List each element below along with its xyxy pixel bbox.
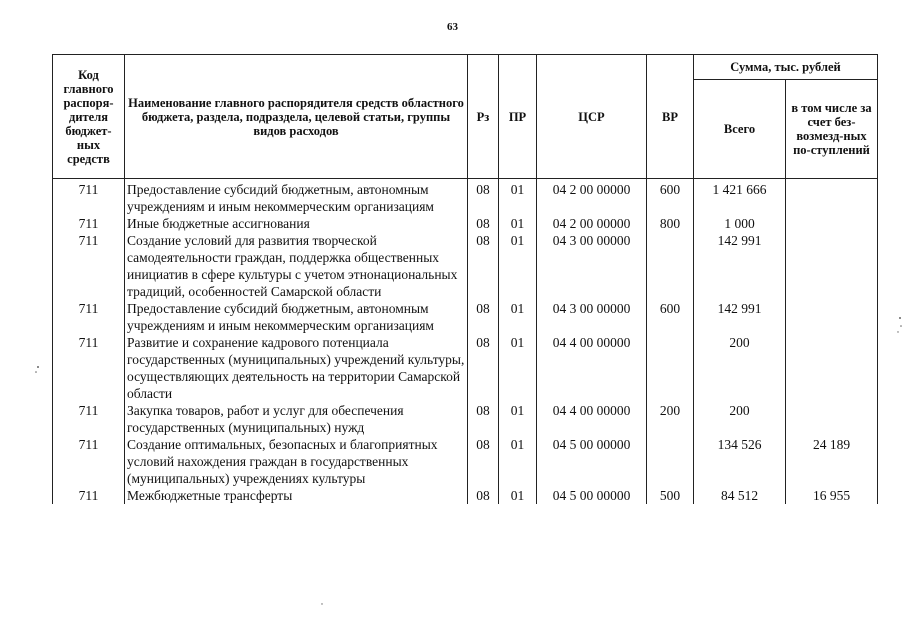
cell-code: 711 <box>53 300 125 334</box>
table-row <box>53 436 878 487</box>
cell-extra: 24 189 <box>786 436 878 487</box>
cell-vr <box>647 334 694 402</box>
cell-csr: 04 5 00 00000 <box>537 487 647 504</box>
cell-vr <box>647 232 694 300</box>
cell-rz: 08 <box>468 487 499 504</box>
cell-total: 200 <box>694 334 786 402</box>
cell-name: Предоставление субсидий бюджетным, автономным учреждениям и иным некоммерческим организациям <box>125 179 468 216</box>
cell-code: 711 <box>53 402 125 436</box>
header-total: Всего <box>694 80 786 179</box>
cell-rz: 08 <box>468 179 499 216</box>
table-body <box>53 179 878 505</box>
cell-vr <box>647 436 694 487</box>
cell-extra: 16 955 <box>786 487 878 504</box>
cell-pr: 01 <box>499 232 537 300</box>
cell-pr: 01 <box>499 436 537 487</box>
scan-speck <box>899 317 901 319</box>
cell-vr: 200 <box>647 402 694 436</box>
cell-vr: 600 <box>647 179 694 216</box>
cell-rz: 08 <box>468 334 499 402</box>
cell-name: Создание условий для развития творческой самодеятельности граждан, поддержка общественных инициатив в сфере культуры с учетом этнонациональных традиций, особенностей Самарской области <box>125 232 468 300</box>
cell-pr: 01 <box>499 402 537 436</box>
cell-vr: 800 <box>647 215 694 232</box>
header-code: Код главного распоря-дителя бюджет-ных средств <box>53 55 125 179</box>
cell-csr: 04 4 00 00000 <box>537 402 647 436</box>
cell-extra <box>786 402 878 436</box>
cell-extra <box>786 179 878 216</box>
cell-pr: 01 <box>499 334 537 402</box>
scan-speck <box>321 603 322 604</box>
scan-speck <box>37 366 39 368</box>
cell-csr: 04 2 00 00000 <box>537 179 647 216</box>
header-name: Наименование главного распорядителя средств областного бюджета, раздела, подраздела, целевой статьи, группы видов расходов <box>125 55 468 179</box>
cell-code: 711 <box>53 436 125 487</box>
cell-pr: 01 <box>499 215 537 232</box>
cell-code: 711 <box>53 179 125 216</box>
scan-speck <box>35 371 37 373</box>
cell-total: 1 000 <box>694 215 786 232</box>
cell-code: 711 <box>53 232 125 300</box>
cell-pr: 01 <box>499 300 537 334</box>
cell-total: 200 <box>694 402 786 436</box>
cell-total: 134 526 <box>694 436 786 487</box>
cell-rz: 08 <box>468 300 499 334</box>
cell-vr: 500 <box>647 487 694 504</box>
scan-speck <box>900 325 902 327</box>
budget-table <box>52 54 878 504</box>
table-row <box>53 487 878 504</box>
header-pr: ПР <box>499 55 537 179</box>
cell-total: 142 991 <box>694 300 786 334</box>
cell-extra <box>786 300 878 334</box>
cell-extra <box>786 215 878 232</box>
cell-total: 84 512 <box>694 487 786 504</box>
cell-rz: 08 <box>468 232 499 300</box>
header-rz: Рз <box>468 55 499 179</box>
table-row <box>53 334 878 402</box>
cell-csr: 04 4 00 00000 <box>537 334 647 402</box>
cell-code: 711 <box>53 487 125 504</box>
cell-code: 711 <box>53 334 125 402</box>
cell-vr: 600 <box>647 300 694 334</box>
table-row <box>53 300 878 334</box>
page-number: 63 <box>447 21 458 33</box>
cell-total: 1 421 666 <box>694 179 786 216</box>
cell-rz: 08 <box>468 436 499 487</box>
cell-code: 711 <box>53 215 125 232</box>
cell-csr: 04 3 00 00000 <box>537 232 647 300</box>
cell-name: Иные бюджетные ассигнования <box>125 215 468 232</box>
cell-rz: 08 <box>468 402 499 436</box>
cell-name: Предоставление субсидий бюджетным, автономным учреждениям и иным некоммерческим организациям <box>125 300 468 334</box>
header-csr: ЦСР <box>537 55 647 179</box>
cell-name: Развитие и сохранение кадрового потенциала государственных (муниципальных) учреждений культуры, осуществляющих деятельность на территории Самарской области <box>125 334 468 402</box>
table-row <box>53 179 878 216</box>
header-vr: ВР <box>647 55 694 179</box>
table-header <box>53 55 878 179</box>
cell-total: 142 991 <box>694 232 786 300</box>
table-row <box>53 215 878 232</box>
cell-pr: 01 <box>499 487 537 504</box>
scan-speck <box>897 331 898 332</box>
table-row <box>53 232 878 300</box>
cell-rz: 08 <box>468 215 499 232</box>
table-row <box>53 402 878 436</box>
header-sum: Сумма, тыс. рублей <box>694 55 878 80</box>
cell-name: Межбюджетные трансферты <box>125 487 468 504</box>
cell-extra <box>786 334 878 402</box>
cell-csr: 04 5 00 00000 <box>537 436 647 487</box>
cell-name: Создание оптимальных, безопасных и благоприятных условий нахождения граждан в государственных (муниципальных) учреждениях культуры <box>125 436 468 487</box>
cell-csr: 04 2 00 00000 <box>537 215 647 232</box>
cell-pr: 01 <box>499 179 537 216</box>
cell-extra <box>786 232 878 300</box>
cell-csr: 04 3 00 00000 <box>537 300 647 334</box>
header-extra: в том числе за счет без-возмезд-ных по-ступлений <box>786 80 878 179</box>
cell-name: Закупка товаров, работ и услуг для обеспечения государственных (муниципальных) нужд <box>125 402 468 436</box>
